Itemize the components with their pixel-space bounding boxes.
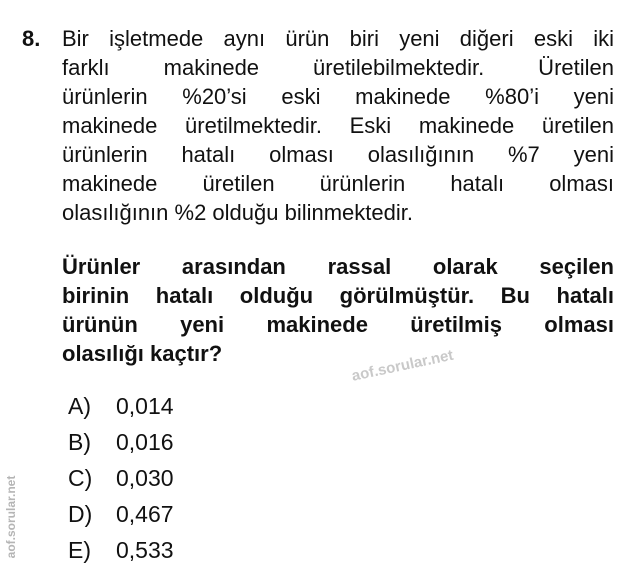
stem-line: farklı makinede üretilebilmektedir. Üretilen xyxy=(62,55,614,80)
option-letter: C) xyxy=(68,464,93,491)
option-letter: B) xyxy=(68,428,91,455)
prompt-line: Ürünler arasından rassal olarak seçilen xyxy=(62,254,614,279)
question-stem xyxy=(62,24,614,227)
option-value: 0,014 xyxy=(116,392,174,419)
watermark-side: aof.sorular.net xyxy=(4,475,18,559)
option-value: 0,467 xyxy=(116,500,174,527)
answer-options xyxy=(68,388,174,568)
option-letter: A) xyxy=(68,392,91,419)
stem-line: olasılığının %2 olduğu bilinmektedir. xyxy=(62,200,413,225)
option-value: 0,016 xyxy=(116,428,174,455)
option-c[interactable] xyxy=(68,460,174,496)
option-e[interactable] xyxy=(68,532,174,568)
stem-line: ürünlerin hatalı olması olasılığının %7 yeni xyxy=(62,142,614,167)
question-number: 8. xyxy=(22,26,41,51)
option-b[interactable] xyxy=(68,424,174,460)
option-letter: E) xyxy=(68,536,91,563)
stem-line: Bir işletmede aynı ürün biri yeni diğeri eski iki xyxy=(62,26,614,51)
question-prompt xyxy=(62,252,614,368)
prompt-line: olasılığı kaçtır? xyxy=(62,341,223,366)
stem-line: makinede üretilmektedir. Eski makinede üretilen xyxy=(62,113,614,138)
option-a[interactable] xyxy=(68,388,174,424)
watermark-center: aof.sorular.net xyxy=(350,346,455,385)
option-value: 0,533 xyxy=(116,536,174,563)
stem-line: ürünlerin %20’si eski makinede %80’i yeni xyxy=(62,84,614,109)
option-letter: D) xyxy=(68,500,93,527)
option-d[interactable] xyxy=(68,496,174,532)
prompt-line: birinin hatalı olduğu görülmüştür. Bu hatalı xyxy=(62,283,614,308)
prompt-line: ürünün yeni makinede üretilmiş olması xyxy=(62,312,614,337)
option-value: 0,030 xyxy=(116,464,174,491)
stem-line: makinede üretilen ürünlerin hatalı olması xyxy=(62,171,614,196)
